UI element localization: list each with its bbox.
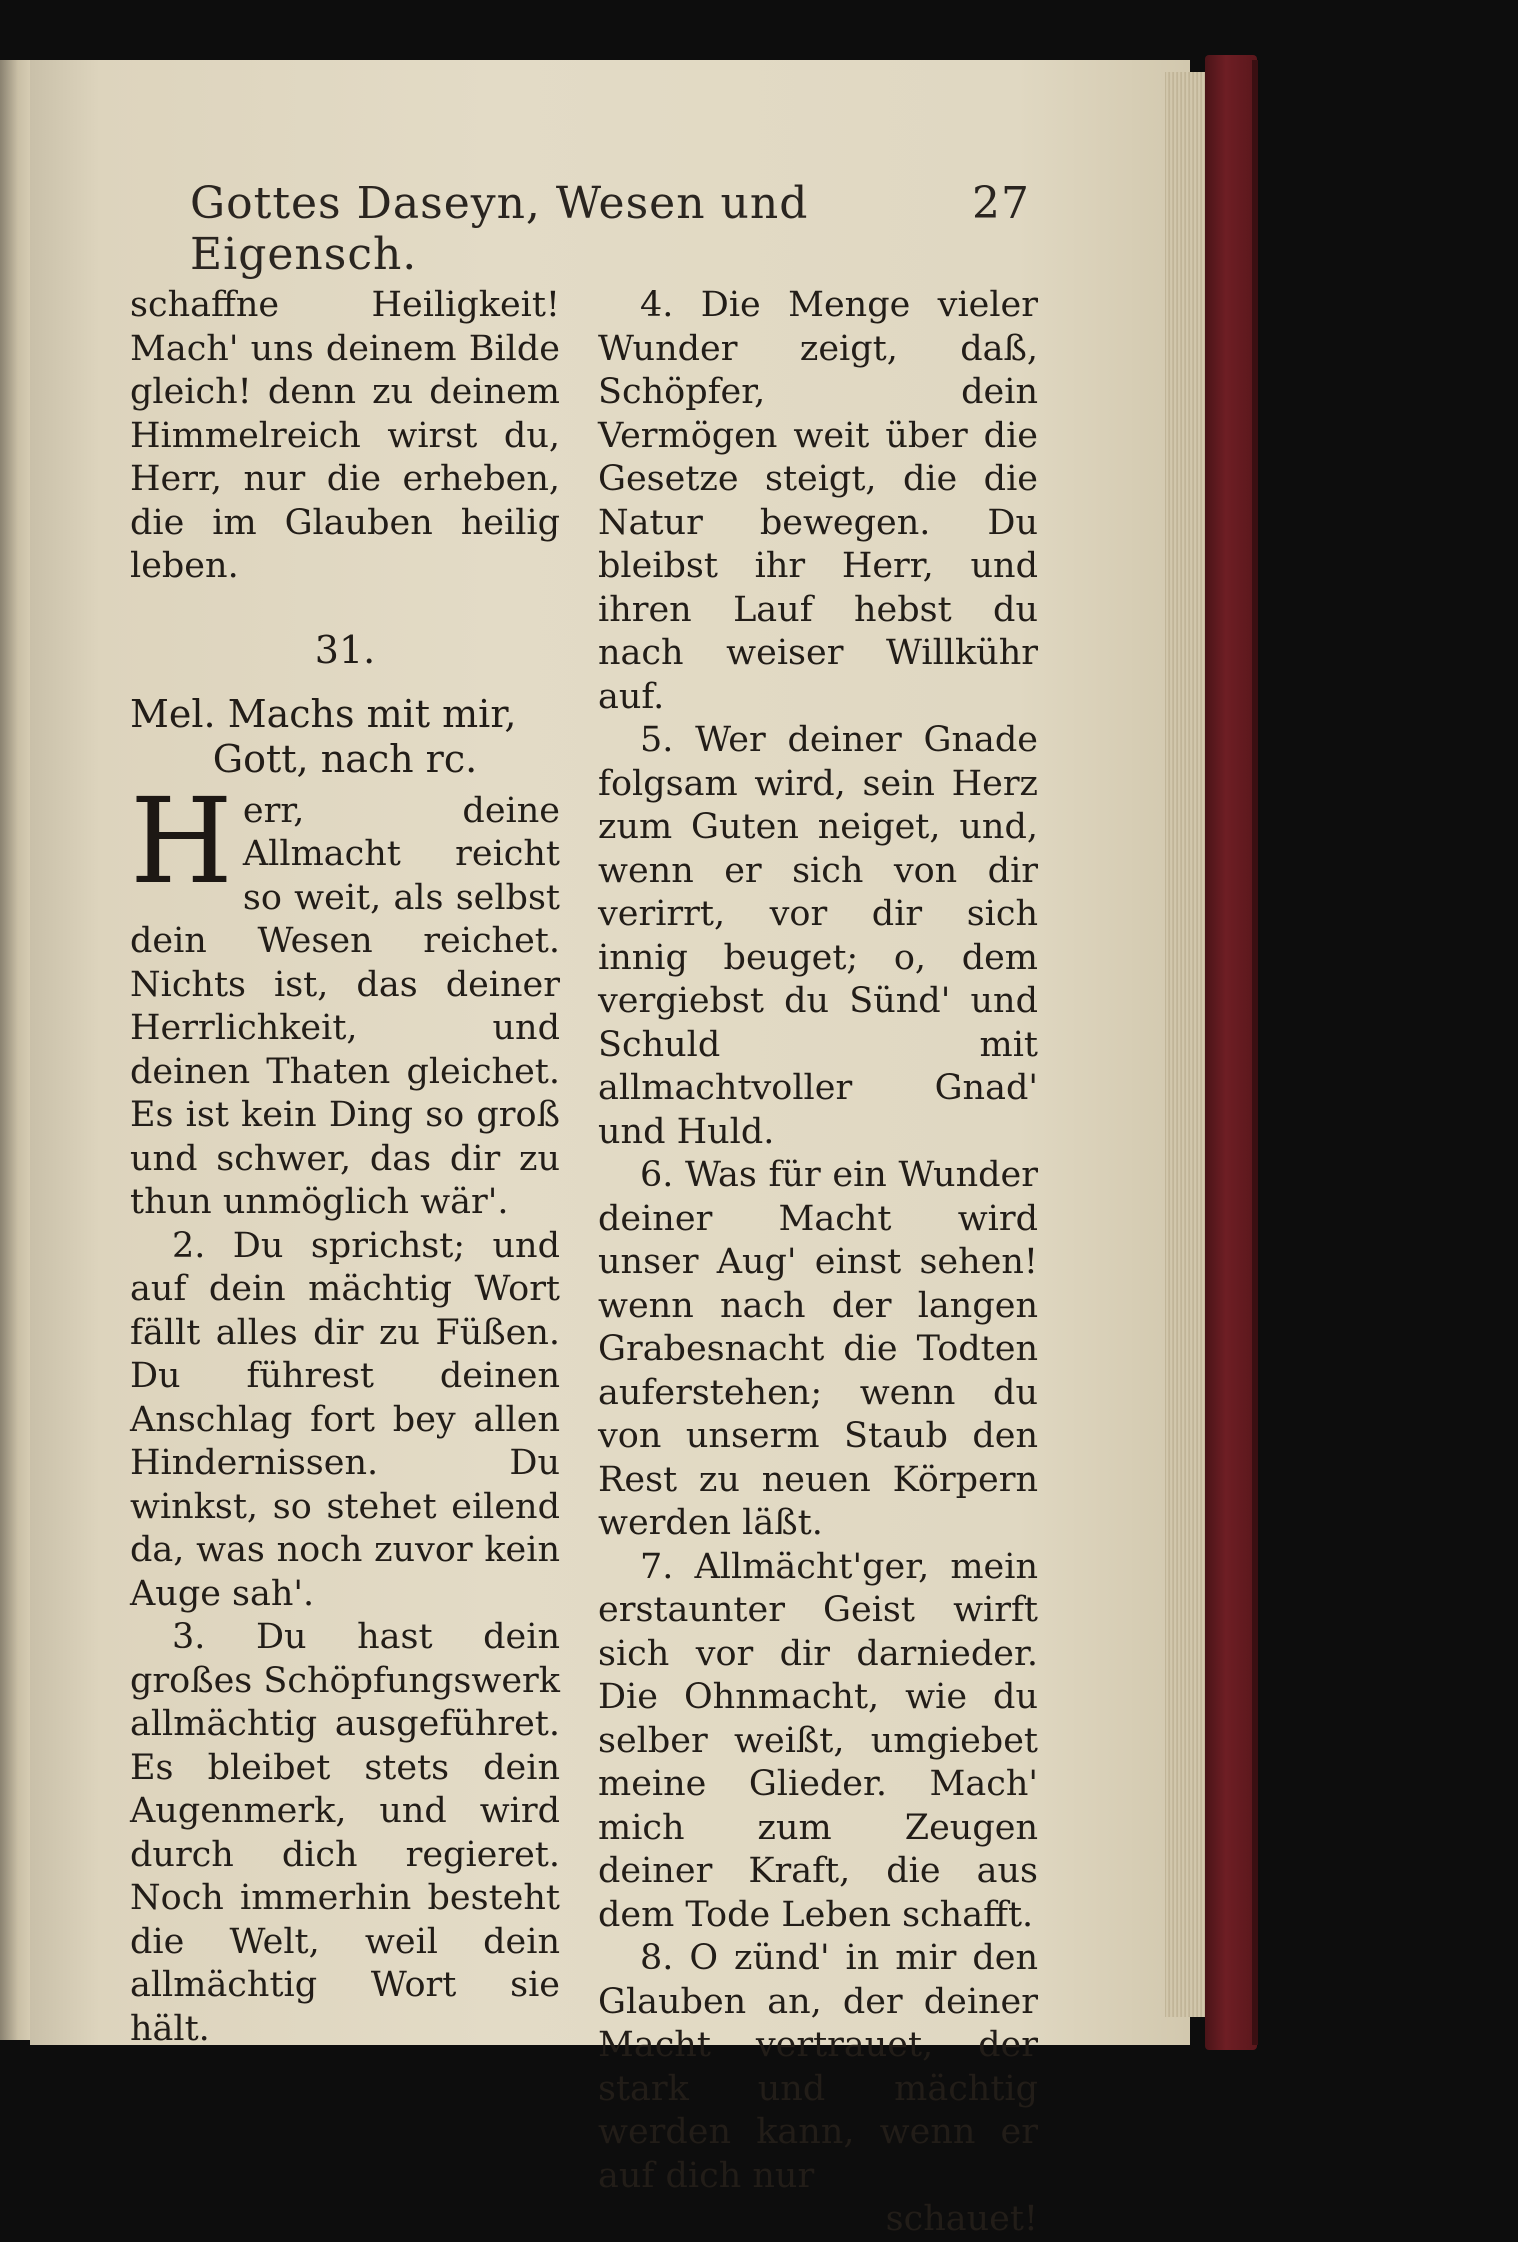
cover-edge — [1252, 60, 1258, 2045]
verse-7: 7. Allmächt'ger, mein erstaunter Geist wirft sich vor dir darnieder. Die Ohnmacht, wie du selber weißt, umgiebet meine Glieder. Mach' mich zum Zeugen deiner Kraft, die aus dem Tode Leben schafft. — [598, 1546, 1038, 1935]
verse-8: 8. O zünd' in mir den Glauben an, der deiner Macht vertrauet, der stark und mächtig werden kann, wenn er auf dich nur — [598, 1938, 1038, 2196]
verse-5: 5. Wer deiner Gnade folgsam wird, sein Herz zum Guten neiget, und, wenn er sich von dir verirrt, vor dir sich innig beuget; o, dem vergiebst du Sünd' und Schuld mit allmachtvoller Gnad' und Huld. — [598, 720, 1038, 1152]
right-column — [598, 284, 1038, 2242]
verse-4: 4. Die Menge vieler Wunder zeigt, daß, Schöpfer, dein Vermögen weit über die Gesetze steigt, die die Natur bewegen. Du bleibst ihr Herr, und ihren Lauf hebst du nach weiser Willkühr auf. — [598, 285, 1038, 717]
book-cover — [1205, 55, 1257, 2050]
left-column — [130, 284, 560, 2051]
hymn-number: 31. — [314, 627, 376, 672]
verse-1 — [130, 771, 560, 1225]
catchword: schauet! — [885, 2199, 1038, 2239]
melody-line-2: Gott, nach rc. — [212, 737, 478, 781]
verse-2: 2. Du sprichst; und auf dein mächtig Wort fällt alles dir zu Füßen. Du führest deinen Anschlag fort bey allen Hindernissen. Du winkst, so stehet eilend da, was noch zuvor kein Auge sah'. — [130, 1225, 560, 1614]
verse-3: 3. Du hast dein großes Schöpfungswerk allmächtig ausgeführet. Es bleibet stets dein Augenmerk, und wird durch dich regieret. Noch immerhin besteht die Welt, weil dein allmächtig Wort sie hält. — [130, 1617, 560, 2049]
drop-cap-initial: H — [130, 771, 233, 910]
continuation-text: schaffne Heiligkeit! Mach' uns deinem Bilde gleich! denn zu deinem Himmelreich wirst du, Herr, nur die erheben, die im Glauben heilig leben. — [130, 285, 560, 586]
page-number: 27 — [972, 178, 1030, 229]
running-header — [190, 178, 1030, 280]
running-title: Gottes Daseyn, Wesen und Eigensch. — [190, 178, 809, 280]
facing-page-edge — [0, 60, 30, 2040]
verse-6: 6. Was für ein Wunder deiner Macht wird unser Aug' einst sehen! wenn nach der langen Grabesnacht die Todten auferstehen; wenn du von unserm Staub den Rest zu neuen Körpern werden läßt. — [598, 1155, 1038, 1543]
melody-line-1: Mel. Machs mit mir, — [130, 692, 517, 736]
verse-1-text: err, deine Allmacht reicht so weit, als selbst dein Wesen reichet. Nichts ist, das deiner Herrlichkeit, und deinen Thaten gleichet. Es ist kein Ding so groß und schwer, das dir zu thun unmöglich wär'. — [130, 790, 560, 1222]
